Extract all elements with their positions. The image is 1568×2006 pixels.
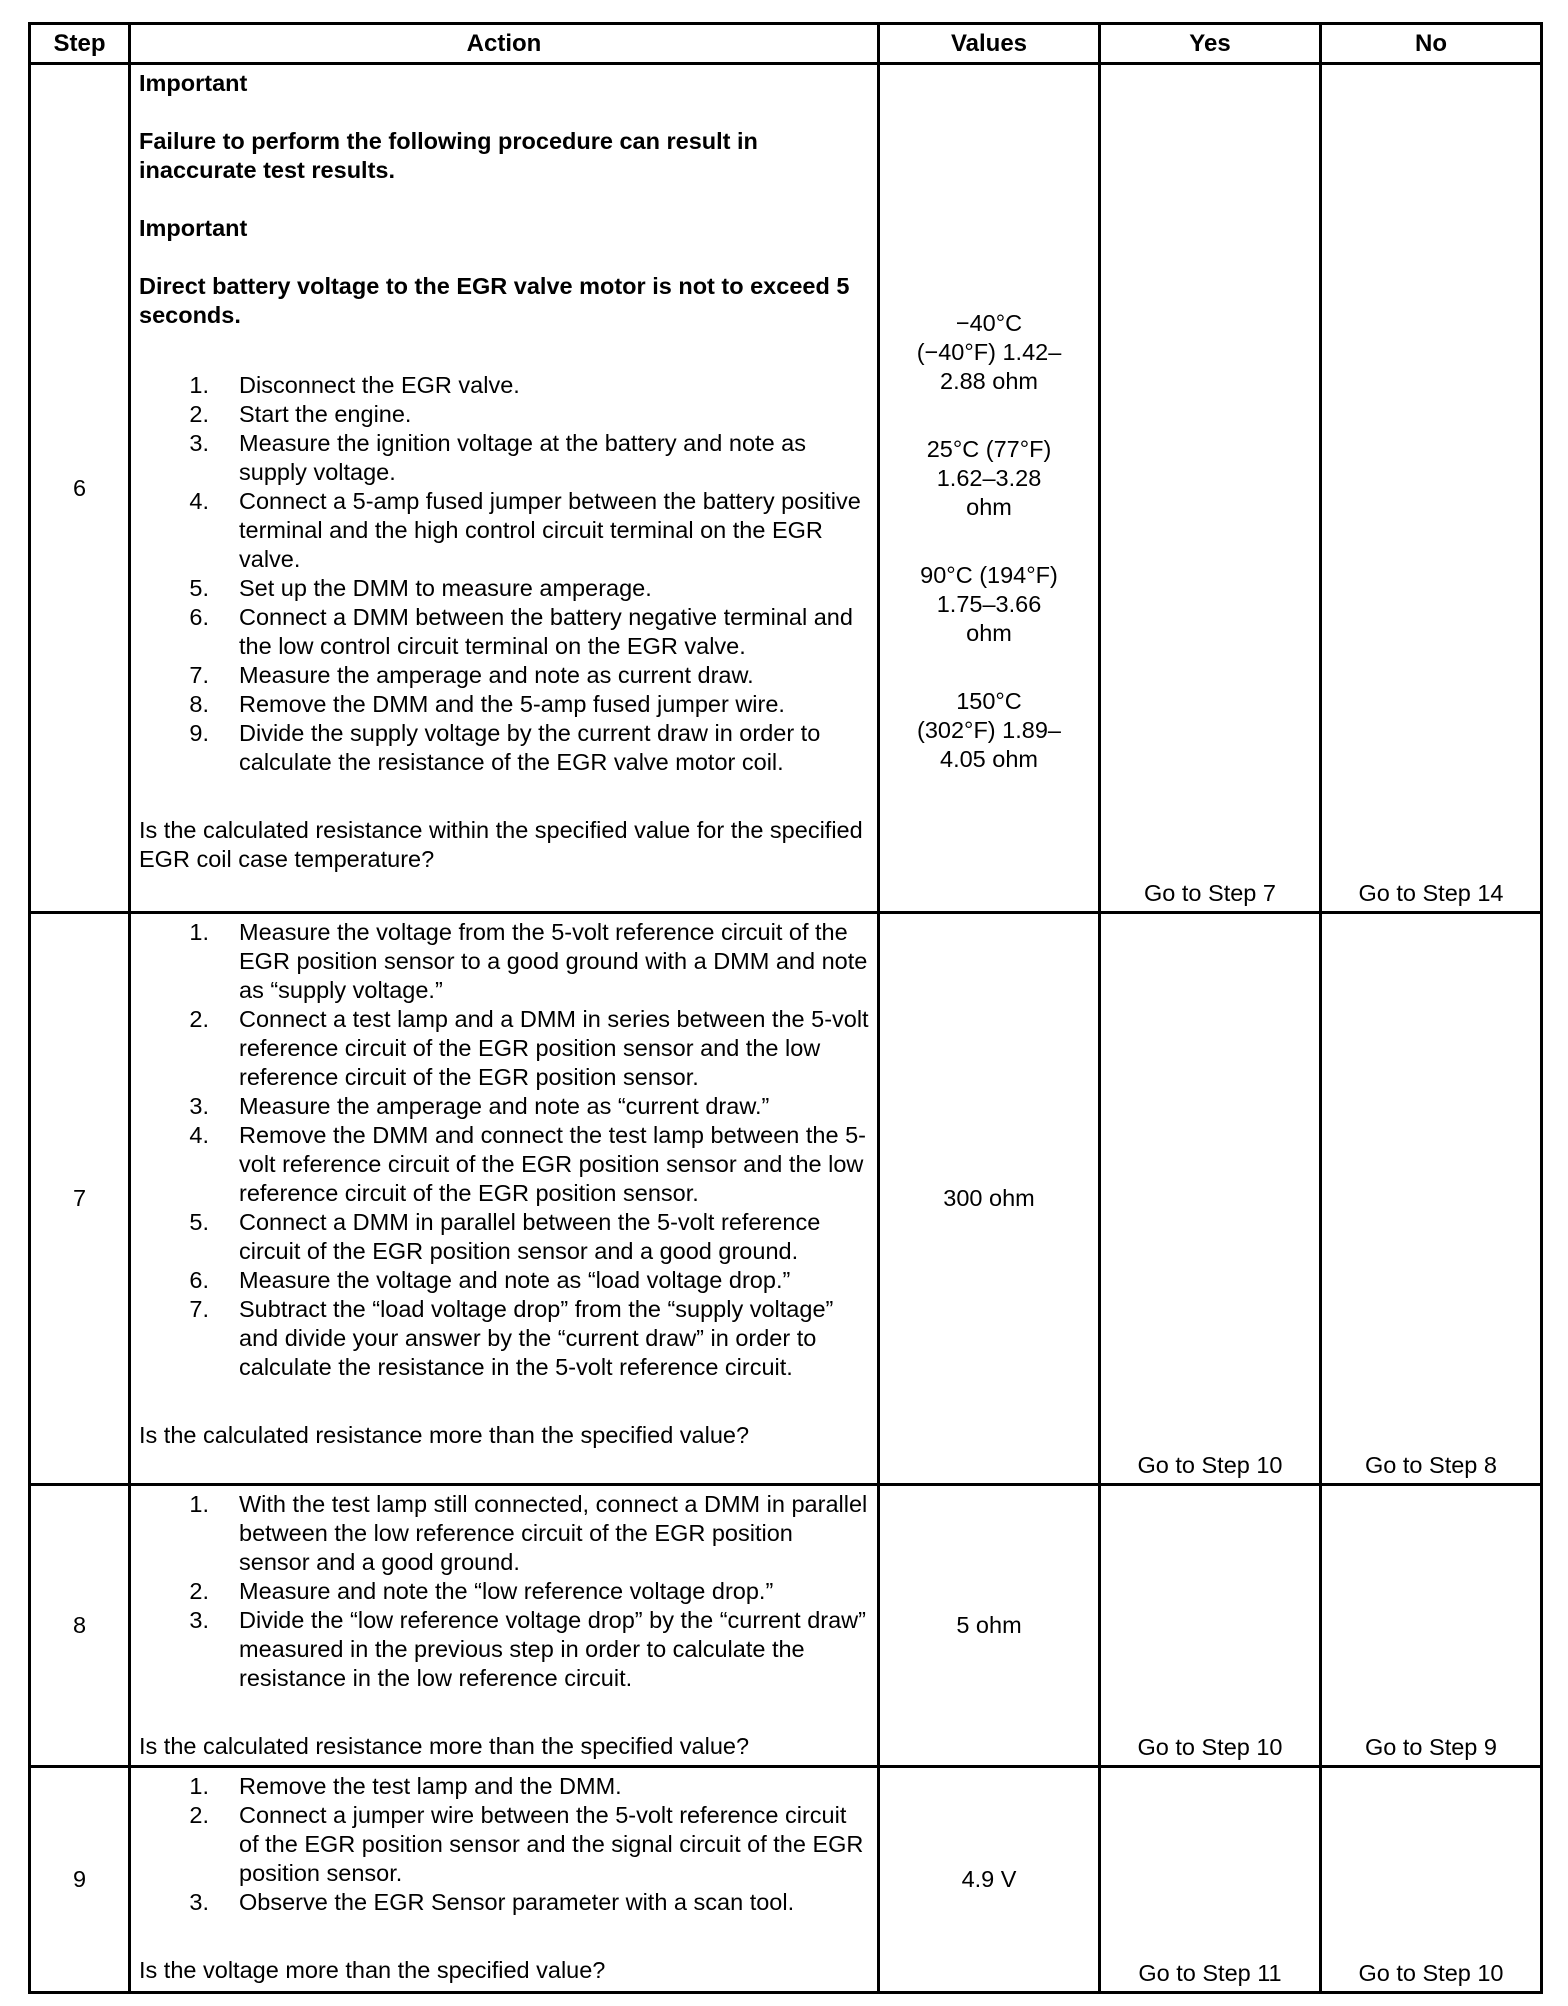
- header-action: Action: [130, 24, 879, 64]
- yes-link: Go to Step 10: [1137, 1452, 1283, 1478]
- list-item: 3. Measure the ignition voltage at the battery and note as supply voltage.: [189, 430, 806, 485]
- diagnostic-table: [28, 22, 1543, 1994]
- no-cell: [1321, 913, 1542, 1485]
- value-entry: −40°C (−40°F) 1.42–2.88 ohm: [916, 310, 1062, 394]
- table-row-step-8: [30, 1485, 1542, 1767]
- table-row-step-6: [30, 64, 1542, 913]
- no-link: Go to Step 9: [1365, 1734, 1497, 1760]
- procedure-list: [139, 1490, 869, 1693]
- value-entry: 90°C (194°F) 1.75–3.66 ohm: [920, 562, 1058, 646]
- list-item: 7. Subtract the “load voltage drop” from the “supply voltage” and divide your answer by the “current draw” in order to calculate the resistance in the 5-volt reference circuit.: [189, 1296, 834, 1380]
- header-row: [30, 24, 1542, 64]
- step-number: 8: [30, 1485, 130, 1767]
- yes-link: Go to Step 10: [1137, 1734, 1283, 1760]
- no-link: Go to Step 10: [1358, 1960, 1504, 1986]
- list-item: 8. Remove the DMM and the 5-amp fused jumper wire.: [189, 691, 785, 717]
- list-item: 1. Disconnect the EGR valve.: [189, 372, 520, 398]
- procedure-list: [139, 371, 869, 777]
- action-cell: [130, 1485, 879, 1767]
- list-item: 2. Measure and note the “low reference voltage drop.”: [189, 1578, 774, 1604]
- values-cell: 300 ohm: [879, 913, 1100, 1485]
- table-row-step-7: [30, 913, 1542, 1485]
- values-cell: 5 ohm: [879, 1485, 1100, 1767]
- list-item: 5. Set up the DMM to measure amperage.: [189, 575, 652, 601]
- list-item: 4. Remove the DMM and connect the test lamp between the 5-volt reference circuit of the EGR position sensor and the low reference circuit of the EGR position sensor.: [189, 1122, 866, 1206]
- important-text: Failure to perform the following procedure can result in inaccurate test results.: [139, 128, 758, 183]
- question-text: Is the calculated resistance more than the specified value?: [139, 1733, 750, 1759]
- values-cell: 4.9 V: [879, 1767, 1100, 1993]
- list-item: 3. Divide the “low reference voltage drop” by the “current draw” measured in the previous step in order to calculate the resistance in the low reference circuit.: [189, 1607, 866, 1691]
- no-cell: [1321, 1767, 1542, 1993]
- yes-cell: [1100, 64, 1321, 913]
- procedure-list: [139, 1772, 869, 1917]
- header-values: Values: [879, 24, 1100, 64]
- question-text: Is the calculated resistance more than the specified value?: [139, 1422, 750, 1448]
- important-label: Important: [139, 70, 248, 96]
- important-label: Important: [139, 215, 248, 241]
- question-text: Is the calculated resistance within the specified value for the specified EGR coil case temperature?: [139, 817, 863, 872]
- step-number: 6: [30, 64, 130, 913]
- list-item: 5. Connect a DMM in parallel between the 5-volt reference circuit of the EGR position sensor and a good ground.: [189, 1209, 821, 1264]
- table-row-step-9: [30, 1767, 1542, 1993]
- no-cell: [1321, 1485, 1542, 1767]
- list-item: 4. Connect a 5-amp fused jumper between the battery positive terminal and the high control circuit terminal on the EGR valve.: [189, 488, 861, 572]
- important-text: Direct battery voltage to the EGR valve motor is not to exceed 5 seconds.: [139, 273, 850, 328]
- step-number: 7: [30, 913, 130, 1485]
- values-cell: [879, 64, 1100, 913]
- action-cell: [130, 913, 879, 1485]
- list-item: 1. Remove the test lamp and the DMM.: [189, 1773, 622, 1799]
- yes-cell: [1100, 1767, 1321, 1993]
- question-text: Is the voltage more than the specified value?: [139, 1957, 606, 1983]
- header-step: Step: [30, 24, 130, 64]
- no-link: Go to Step 14: [1358, 880, 1504, 906]
- list-item: 2. Start the engine.: [189, 401, 412, 427]
- step-number: 9: [30, 1767, 130, 1993]
- list-item: 1. Measure the voltage from the 5-volt reference circuit of the EGR position sensor to a good ground with a DMM and note as “supply voltage.”: [189, 919, 868, 1003]
- list-item: 6. Measure the voltage and note as “load voltage drop.”: [189, 1267, 791, 1293]
- list-item: 6. Connect a DMM between the battery negative terminal and the low control circuit terminal on the EGR valve.: [189, 604, 853, 659]
- list-item: 1. With the test lamp still connected, connect a DMM in parallel between the low reference circuit of the EGR position sensor and a good ground.: [189, 1491, 868, 1575]
- list-item: 2. Connect a jumper wire between the 5-volt reference circuit of the EGR position sensor and the signal circuit of the EGR position sensor.: [189, 1802, 864, 1886]
- action-cell: [130, 1767, 879, 1993]
- yes-cell: [1100, 1485, 1321, 1767]
- value-entry: 150°C (302°F) 1.89–4.05 ohm: [917, 688, 1061, 772]
- list-item: 7. Measure the amperage and note as current draw.: [189, 662, 754, 688]
- list-item: 9. Divide the supply voltage by the current draw in order to calculate the resistance of the EGR valve motor coil.: [189, 720, 821, 775]
- action-cell: [130, 64, 879, 913]
- header-yes: Yes: [1100, 24, 1321, 64]
- diagnostic-table-sheet: [28, 22, 1540, 1994]
- list-item: 2. Connect a test lamp and a DMM in series between the 5-volt reference circuit of the EGR position sensor and the low reference circuit of the EGR position sensor.: [189, 1006, 869, 1090]
- yes-cell: [1100, 913, 1321, 1485]
- no-link: Go to Step 8: [1365, 1452, 1497, 1478]
- yes-link: Go to Step 7: [1144, 880, 1276, 906]
- list-item: 3. Measure the amperage and note as “current draw.”: [189, 1093, 770, 1119]
- value-entry: 25°C (77°F) 1.62–3.28 ohm: [926, 436, 1052, 520]
- yes-link: Go to Step 11: [1138, 1960, 1282, 1986]
- header-no: No: [1321, 24, 1542, 64]
- procedure-list: [139, 918, 869, 1382]
- no-cell: [1321, 64, 1542, 913]
- list-item: 3. Observe the EGR Sensor parameter with a scan tool.: [189, 1889, 795, 1915]
